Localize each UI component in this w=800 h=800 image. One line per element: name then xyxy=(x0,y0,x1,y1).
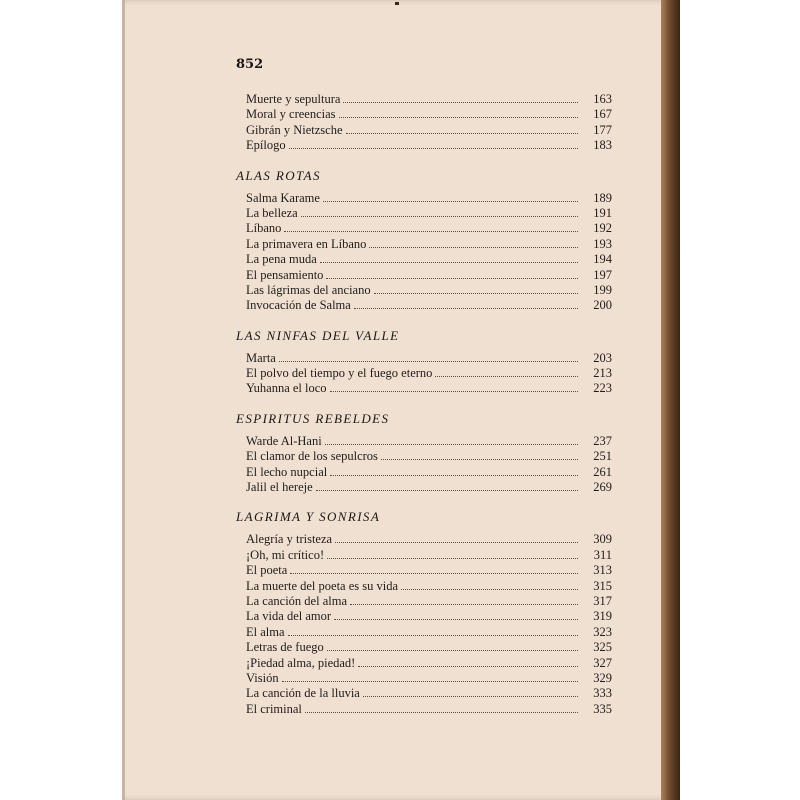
dot-leader xyxy=(330,475,578,476)
entry-page-number: 335 xyxy=(593,701,612,716)
toc-entry xyxy=(246,92,612,107)
entry-title: ¡Oh, mi crítico! xyxy=(246,547,325,562)
entry-page-number: 189 xyxy=(593,190,612,205)
entry-title: La pena muda xyxy=(246,252,317,267)
dot-leader xyxy=(288,635,578,636)
entry-title: Visión xyxy=(246,670,279,685)
entry-page-number: 203 xyxy=(593,350,612,365)
page-number: 852 xyxy=(236,57,264,72)
section-title: LAGRIMA Y SONRISA xyxy=(236,509,381,525)
entry-page-number: 333 xyxy=(593,686,612,701)
toc-entry xyxy=(246,579,612,594)
page-edge-shadow xyxy=(661,0,680,800)
entry-page-number: 183 xyxy=(593,138,612,153)
entry-page-number: 213 xyxy=(593,366,612,381)
dot-leader xyxy=(327,558,578,559)
entry-page-number: 309 xyxy=(593,532,612,547)
dot-leader xyxy=(334,619,578,620)
entry-page-number: 167 xyxy=(593,107,612,122)
entry-page-number: 237 xyxy=(593,433,612,448)
entry-title: La vida del amor xyxy=(246,609,332,624)
entry-title: El polvo del tiempo y el fuego eterno xyxy=(246,366,433,381)
table-of-contents xyxy=(236,92,612,717)
dot-leader xyxy=(284,231,578,232)
dot-leader xyxy=(381,459,578,460)
entry-title: La canción del alma xyxy=(246,593,347,608)
dot-leader xyxy=(320,262,578,263)
toc-entry xyxy=(246,532,612,547)
toc-entry xyxy=(246,563,612,578)
toc-entry xyxy=(246,480,612,495)
toc-entry xyxy=(246,465,612,480)
entry-title: ¡Piedad alma, piedad! xyxy=(246,655,356,670)
entry-page-number: 192 xyxy=(593,221,612,236)
dot-leader xyxy=(354,308,578,309)
entry-title: Letras de fuego xyxy=(246,640,324,655)
entry-title: Gibrán y Nietzsche xyxy=(246,122,343,137)
dot-leader xyxy=(369,247,578,248)
toc-entry xyxy=(246,671,612,686)
dot-leader xyxy=(301,216,578,217)
entry-title: El alma xyxy=(246,624,285,639)
entry-title: El poeta xyxy=(246,563,288,578)
entry-title: El lecho nupcial xyxy=(246,464,328,479)
entry-page-number: 315 xyxy=(593,578,612,593)
toc-entry xyxy=(246,366,612,381)
toc-entry xyxy=(246,252,612,267)
toc-entry xyxy=(246,640,612,655)
toc-entry xyxy=(246,237,612,252)
dot-leader xyxy=(282,681,578,682)
toc-entry xyxy=(246,298,612,313)
entry-title: Las lágrimas del anciano xyxy=(246,282,371,297)
entry-title: La canción de la lluvia xyxy=(246,686,360,701)
dot-leader xyxy=(325,444,578,445)
entry-page-number: 194 xyxy=(593,252,612,267)
toc-entry xyxy=(246,283,612,298)
entry-page-number: 269 xyxy=(593,480,612,495)
section-entries xyxy=(236,532,612,717)
section-title: LAS NINFAS DEL VALLE xyxy=(236,327,400,343)
entry-page-number: 327 xyxy=(593,655,612,670)
entry-page-number: 325 xyxy=(593,640,612,655)
entry-page-number: 319 xyxy=(593,609,612,624)
dot-leader xyxy=(435,376,578,377)
toc-entry xyxy=(246,191,612,206)
entry-page-number: 197 xyxy=(593,267,612,282)
dot-leader xyxy=(343,102,578,103)
entry-page-number: 163 xyxy=(593,92,612,106)
toc-entry xyxy=(246,107,612,122)
entry-title: La muerte del poeta es su vida xyxy=(246,578,399,593)
entry-title: Salma Karame xyxy=(246,190,320,205)
toc-entry xyxy=(246,594,612,609)
toc-entry xyxy=(246,625,612,640)
entry-page-number: 200 xyxy=(593,298,612,313)
continued-entries xyxy=(236,92,612,154)
entry-title: La belleza xyxy=(246,205,298,220)
dot-leader xyxy=(305,712,578,713)
entry-title: Jalil el hereje xyxy=(246,480,313,495)
toc-entry xyxy=(246,221,612,236)
section-entries xyxy=(236,351,612,397)
entry-title: Warde Al-Hani xyxy=(246,433,322,448)
entry-title: El clamor de los sepulcros xyxy=(246,449,378,464)
entry-title: Yuhanna el loco xyxy=(246,381,327,396)
entry-title: Marta xyxy=(246,350,276,365)
entry-page-number: 193 xyxy=(593,236,612,251)
section-entries xyxy=(236,191,612,314)
entry-title: Moral y creencias xyxy=(246,107,336,122)
toc-entry xyxy=(246,351,612,366)
dot-leader xyxy=(350,604,578,605)
dot-leader xyxy=(330,391,578,392)
dot-leader xyxy=(346,133,579,134)
toc-entry xyxy=(246,206,612,221)
toc-entry xyxy=(246,381,612,396)
toc-entry xyxy=(246,123,612,138)
dot-leader xyxy=(279,361,578,362)
toc-entry xyxy=(246,548,612,563)
dot-leader xyxy=(339,117,578,118)
entry-title: Alegría y tristeza xyxy=(246,532,333,547)
toc-entry xyxy=(246,702,612,717)
entry-page-number: 223 xyxy=(593,381,612,396)
entry-title: El pensamiento xyxy=(246,267,324,282)
entry-page-number: 251 xyxy=(593,449,612,464)
entry-page-number: 329 xyxy=(593,670,612,685)
toc-entry xyxy=(246,449,612,464)
ink-speck xyxy=(395,2,399,5)
entry-title: Líbano xyxy=(246,221,282,236)
dot-leader xyxy=(327,650,578,651)
dot-leader xyxy=(290,573,578,574)
dot-leader xyxy=(289,148,578,149)
section-entries xyxy=(236,434,612,496)
dot-leader xyxy=(335,542,578,543)
entry-page-number: 313 xyxy=(593,563,612,578)
toc-entry xyxy=(246,434,612,449)
entry-title: Invocación de Salma xyxy=(246,298,351,313)
entry-page-number: 191 xyxy=(593,205,612,220)
entry-title: Muerte y sepultura xyxy=(246,92,341,106)
dot-leader xyxy=(401,589,578,590)
toc-entry xyxy=(246,686,612,701)
entry-title: La primavera en Líbano xyxy=(246,236,367,251)
dot-leader xyxy=(363,696,578,697)
dot-leader xyxy=(316,490,578,491)
toc-entry xyxy=(246,268,612,283)
entry-page-number: 311 xyxy=(593,547,612,562)
dot-leader xyxy=(326,278,578,279)
entry-title: El criminal xyxy=(246,701,302,716)
dot-leader xyxy=(358,666,578,667)
entry-page-number: 199 xyxy=(593,282,612,297)
toc-entry xyxy=(246,609,612,624)
section-title: ALAS ROTAS xyxy=(236,167,321,183)
entry-page-number: 317 xyxy=(593,593,612,608)
entry-page-number: 177 xyxy=(593,122,612,137)
dot-leader xyxy=(323,201,578,202)
page-gutter xyxy=(122,0,125,800)
section-title: ESPIRITUS REBELDES xyxy=(236,410,390,426)
entry-title: Epílogo xyxy=(246,138,286,153)
toc-entry xyxy=(246,138,612,153)
toc-entry xyxy=(246,656,612,671)
entry-page-number: 323 xyxy=(593,624,612,639)
dot-leader xyxy=(374,293,578,294)
entry-page-number: 261 xyxy=(593,464,612,479)
